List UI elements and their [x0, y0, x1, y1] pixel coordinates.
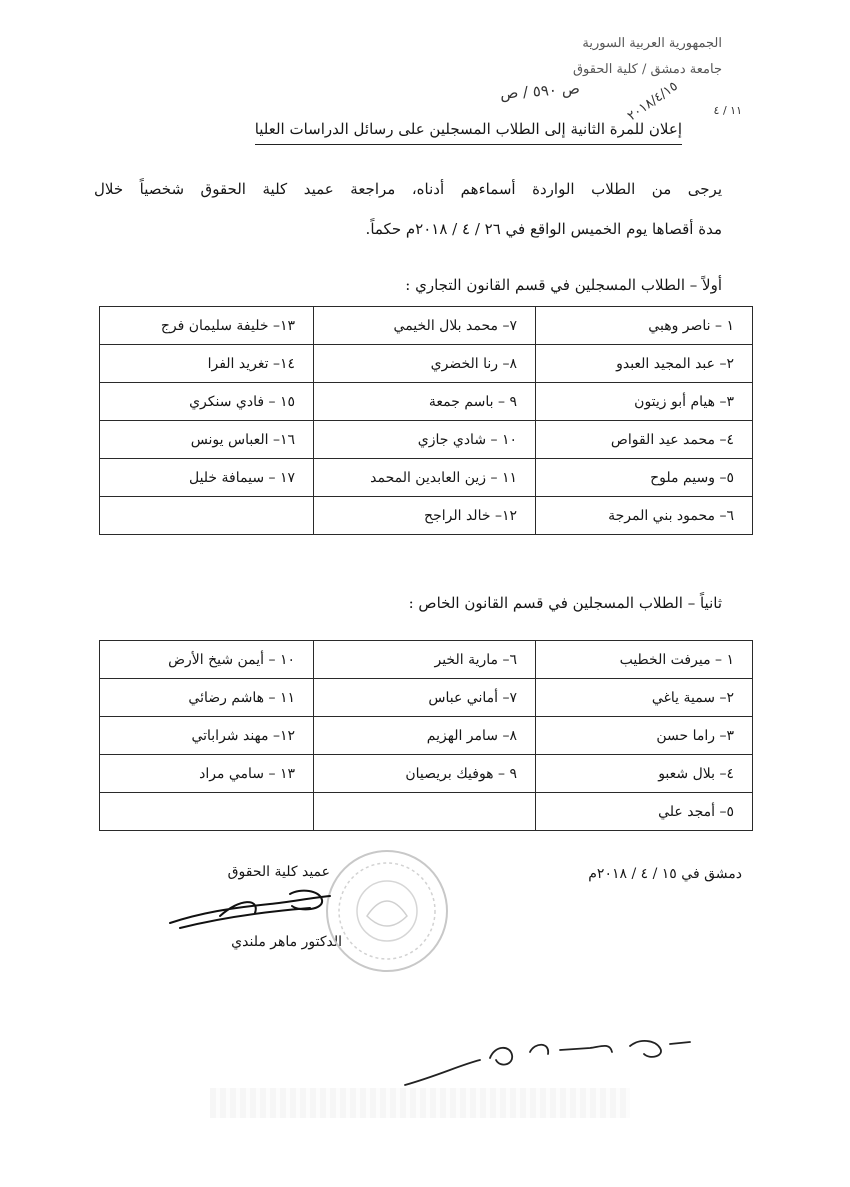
dean-title: عميد كلية الحقوق	[227, 864, 330, 880]
table-row	[100, 793, 753, 831]
university-header: جامعة دمشق / كلية الحقوق	[572, 62, 722, 77]
student-name-cell: ١٧ – سيمافة خليل	[100, 459, 314, 497]
student-name-cell: ٥– وسيم ملوح	[536, 459, 753, 497]
dean-signature-icon	[160, 868, 350, 948]
student-name-cell: ١٣ – سامي مراد	[100, 755, 314, 793]
student-name-cell	[314, 793, 536, 831]
student-name-cell: ٤– محمد عيد القواص	[536, 421, 753, 459]
student-name-cell: ٥– أمجد علي	[536, 793, 753, 831]
student-name-cell	[100, 793, 314, 831]
student-name-cell: ١٥ – فادي سنكري	[100, 383, 314, 421]
announcement-title: إعلان للمرة الثانية إلى الطلاب المسجلين على رسائل الدراسات العليا	[255, 120, 682, 145]
scan-artifact	[210, 1088, 630, 1118]
table-row	[100, 717, 753, 755]
table-row	[100, 497, 753, 535]
student-name-cell: ١ – ناصر وهبي	[536, 307, 753, 345]
reference-date: ٢٠١٨/٤/١٥	[625, 78, 682, 125]
student-name-cell: ٢– سمية ياغي	[536, 679, 753, 717]
table-row	[100, 421, 753, 459]
student-name-cell: ١١ – هاشم رضائي	[100, 679, 314, 717]
student-name-cell: ٣– هيام أبو زيتون	[536, 383, 753, 421]
student-name-cell: ٩ – هوفيك بريصيان	[314, 755, 536, 793]
commercial-law-students-table	[99, 306, 753, 535]
student-name-cell: ١٣– خليفة سليمان فرج	[100, 307, 314, 345]
student-name-cell: ٨– رنا الخضري	[314, 345, 536, 383]
intro-line-2: مدة أقصاها يوم الخميس الواقع في ٢٦ / ٤ / ٢٠١٨م حكماً.	[365, 220, 722, 238]
student-name-cell	[100, 497, 314, 535]
table-row	[100, 459, 753, 497]
reference-number: ص ٥٩٠ / ص	[499, 79, 581, 103]
table-row	[100, 307, 753, 345]
table-row	[100, 383, 753, 421]
student-name-cell: ٤– بلال شعبو	[536, 755, 753, 793]
student-name-cell: ١٠ – أيمن شيخ الأرض	[100, 641, 314, 679]
student-name-cell: ١٤– تغريد الفرا	[100, 345, 314, 383]
student-name-cell: ١٦– العباس يونس	[100, 421, 314, 459]
student-name-cell: ٦– محمود بني المرجة	[536, 497, 753, 535]
reference-note: ١١ / ٤	[713, 104, 742, 117]
student-name-cell: ٦– مارية الخير	[314, 641, 536, 679]
student-name-cell: ٧– محمد بلال الخيمي	[314, 307, 536, 345]
student-name-cell: ١٠ – شادي جازي	[314, 421, 536, 459]
section-private-law-heading: ثانياً – الطلاب المسجلين في قسم القانون الخاص :	[408, 594, 722, 612]
student-name-cell: ٢– عبد المجيد العبدو	[536, 345, 753, 383]
table-row	[100, 679, 753, 717]
student-name-cell: ٩ – باسم جمعة	[314, 383, 536, 421]
student-name-cell: ٨– سامر الهزيم	[314, 717, 536, 755]
place-and-date: دمشق في ١٥ / ٤ / ٢٠١٨م	[588, 866, 742, 882]
country-header: الجمهورية العربية السورية	[582, 36, 722, 51]
intro-line-1: يرجى من الطلاب الواردة أسماءهم أدناه، مراجعة عميد كلية الحقوق شخصياً خلال	[94, 180, 722, 198]
student-name-cell: ١٢– مهند شراباتي	[100, 717, 314, 755]
student-name-cell: ١ – ميرفت الخطيب	[536, 641, 753, 679]
student-name-cell: ٣– راما حسن	[536, 717, 753, 755]
student-name-cell: ١٢– خالد الراجح	[314, 497, 536, 535]
section-commercial-law-heading: أولاً – الطلاب المسجلين في قسم القانون التجاري :	[405, 276, 722, 294]
student-name-cell: ١١ – زين العابدين المحمد	[314, 459, 536, 497]
student-name-cell: ٧– أماني عباس	[314, 679, 536, 717]
table-row	[100, 345, 753, 383]
handwritten-note-icon	[400, 1030, 700, 1090]
private-law-students-table	[99, 640, 753, 831]
dean-name: الدكتور ماهر ملندي	[231, 934, 342, 950]
table-row	[100, 755, 753, 793]
table-row	[100, 641, 753, 679]
